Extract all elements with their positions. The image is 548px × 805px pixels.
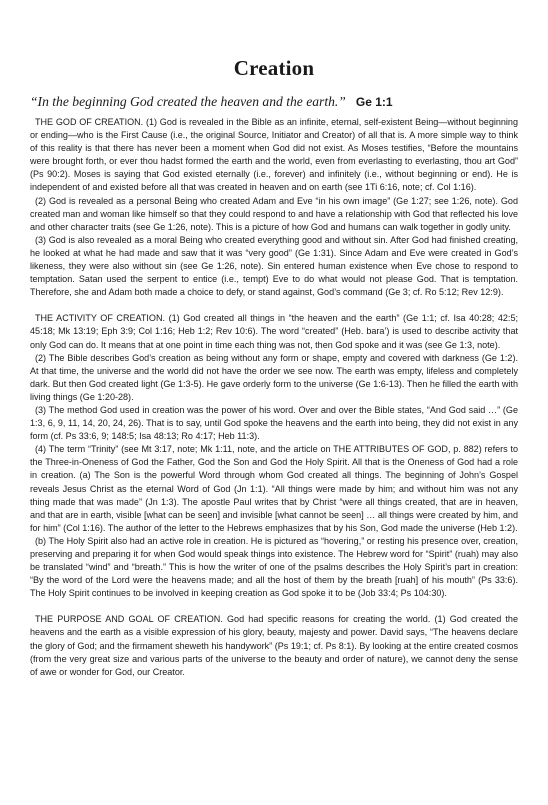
paragraph: THE ACTIVITY OF CREATION. (1) God created all things in “the heaven and the earth” (Ge 1:1; cf. Isa 40:28; 42:5; 45:18; Mk 13:19; Eph 3:9; Col 1:16; Heb 1:2; Rev 10:6). The word “created” (Heb. bara’) is used to describe activity that only God can do. It means that at one point in time each thing was not, then God spoke and it was (see Ge 1:3, note). [30,313,518,350]
paragraph: (2) The Bible describes God’s creation as being without any form or shape, empty and covered with darkness (Ge 1:2). At that time, the universe and the world did not have the order we see now. The earth was empty, lifeless and completely dark. But then God created light (Ge 1:3-5). He gave orderly form to the universe (Ge 1:6-13). Then he filled the earth with living things (Ge 1:20-28). [30,352,518,402]
paragraph: (2) God is revealed as a personal Being who created Adam and Eve “in his own image” (Ge 1:27; see 1:26, note). God created man and woman like himself so that they could respond to and have a relationship with God that reflected his love and other character traits (see Ge 1:26, note). This is a picture of how God and humans can walk together in godly unity. [30,195,518,232]
epigraph-reference: Ge 1:1 [355,95,393,109]
section-purpose-of-creation [30,613,518,678]
section-divider [30,600,518,613]
page-title: Creation [233,56,315,80]
paragraph: (b) The Holy Spirit also had an active role in creation. He is pictured as “hovering,” or resting his presence over, creation, preserving and preparing it for when God would speak things into existence. The Hebrew word for “Spirit” (ruah) may also be translated “wind” and “breath.” This is how the writer of one of the psalms describes the Holy Spirit’s part in creation: “By the word of the Lord were the heavens made; and all the host of them by the breath [ruah] of his mouth” (Ps 33:6). The Holy Spirit continues to be involved in keeping creation as God spoke it to be (Job 33:4; Ps 104:30). [30,535,518,599]
paragraph: THE PURPOSE AND GOAL OF CREATION. God had specific reasons for creating the world. (1) God created the heavens and the earth as a visible expression of his glory, beauty, majesty and power. David says, “The heavens declare the glory of God; and the firmament sheweth his handywork” (Ps 19:1; cf. Ps 8:1). By looking at the entire created cosmos (from the very great size and various parts of the universe to the beauty and order of nature), we cannot deny the sense of awe or wonder for God, our Creator. [30,614,518,677]
paragraph: (3) God is also revealed as a moral Being who created everything good and without sin. After God had finished creating, he looked at what he had made and saw that it was “very good” (Ge 1:31). Since Adam and Eve were created in God’s likeness, they were also without sin (see Ge 1:26, note). Sin entered human existence when Eve chose to respond to temptation. Satan used the serpent to entice (i.e., tempt) Eve to do what would not please God. That is temptation. Therefore, she and Adam both made a choice to defy, or stand against, God’s command (Ge 3; cf. Ro 5:12; Rev 12:9). [30,234,518,298]
paragraph: (3) The method God used in creation was the power of his word. Over and over the Bible states, “And God said …” (Ge 1:3, 6, 9, 11, 14, 20, 24, 26). That is to say, until God spoke the heavens and the earth into being, they did not exist in any form (cf. Ps 33:6, 9; 148:5; Isa 48:13; Ro 4:17; Heb 11:3). [30,404,518,442]
section-activity-of-creation [30,312,518,600]
section-god-of-creation [30,116,518,299]
paragraph: (4) The term “Trinity” (see Mt 3:17, note; Mk 1:11, note, and the article on THE ATTRIBUTES OF GOD, p. 882) refers to the Three-in-Oneness of God the Father, God the Son and God the Holy Spirit. All that is the Oneness of God had a role in creation. (a) The Son is the powerful Word through whom God created all things. The beginning of John’s Gospel reveals Jesus Christ as the eternal Word of God (Jn 1:1). “All things were made by him; and without him was not any thing made that was made” (Jn 1:3). The apostle Paul writes that by Christ “were all things created, that are in heaven, and that are in earth, visible [what can be seen] and invisible [what cannot be seen] … all things were created by him, and for him” (Col 1:16). The author of the letter to the Hebrews emphasizes that by his Son, God made the universe (Heb 1:2). [30,444,518,533]
epigraph-quote: “In the beginning God created the heaven and the earth.” [30,94,346,109]
section-divider [30,299,518,312]
paragraph: THE GOD OF CREATION. (1) God is revealed in the Bible as an infinite, eternal, self-existent Being—without beginning or ending—who is the First Cause (i.e., the original Source, Initiator and Creator) of all that is. A more simple way to think of this reality is that there has never been a moment when God did not exist. As Moses testifies, “Before the mountains were brought forth, or ever thou hadst formed the earth and the world, even from everlasting to everlasting, thou art God” (Ps 90:2). Moses is saying that God existed eternally (i.e., forever) and infinitely (i.e., without beginning or end). He is independent of and existed before all that was created in heaven and on earth (see 1Ti 6:16, note; cf. Col 1:16). [30,117,518,193]
document-page [30,0,518,805]
epigraph [30,93,518,111]
